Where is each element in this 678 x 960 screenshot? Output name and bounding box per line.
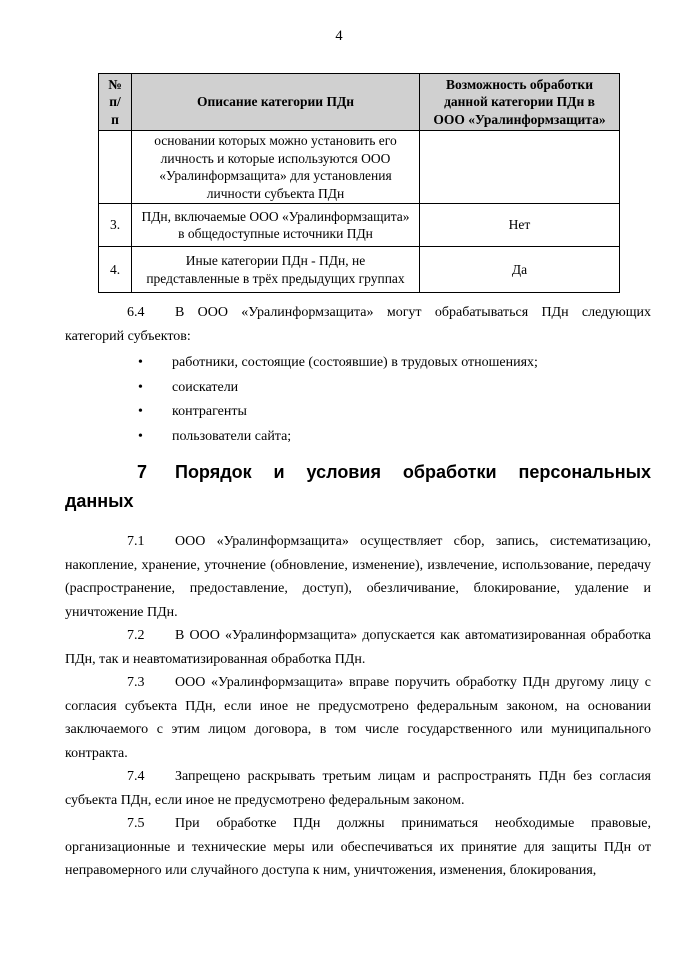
page-number: 4	[335, 28, 343, 44]
paragraph-number: 6.4	[127, 305, 145, 320]
heading-text: Порядок и условия обработки персональных данных	[65, 462, 651, 511]
paragraph-text: ООО «Уралинформзащита» вправе поручить обработку ПДн другому лицу с согласия субъекта ПДн, если иное не предусмотрено федеральным законом, на основании заключаемого с этим лицом договора, в том числе государственного или муниципального контракта.	[65, 675, 651, 761]
bullet-icon: •	[138, 379, 143, 395]
table-cell-num	[99, 131, 132, 204]
paragraph-7-1	[65, 530, 651, 624]
paragraph-text: ООО «Уралинформзащита» осуществляет сбор, запись, систематизацию, накопление, хранение, уточнение (обновление, изменение), извлечение, использование, передачу (распространение, предоставление, доступ), обезличивание, блокирование, удаление и уничтожение ПДн.	[65, 534, 651, 620]
bullet-icon: •	[138, 404, 143, 419]
bullet-icon: •	[138, 428, 143, 444]
paragraph-text: В ООО «Уралинформзащита» могут обрабатываться ПДн следующих категорий субъектов:	[65, 305, 651, 344]
list-item	[65, 425, 651, 450]
paragraph-6-4	[65, 301, 651, 348]
page-content	[0, 73, 651, 883]
list-item-text: работники, состоящие (состоявшие) в трудовых отношениях;	[172, 355, 538, 370]
list-item-text: пользователи сайта;	[172, 428, 292, 444]
table-cell-possibility: Нет	[420, 204, 620, 247]
table-cell-description: основании которых можно установить его личность и которые используются ООО «Уралинформзащита» для установления личности субъекта ПДн	[132, 131, 420, 204]
table-header-row	[99, 74, 620, 131]
subject-categories-list	[65, 351, 651, 449]
heading-number: 7	[137, 462, 148, 482]
paragraph-7-5	[65, 812, 651, 883]
table-row	[99, 131, 620, 204]
list-item	[65, 351, 651, 376]
paragraph-7-2	[65, 624, 651, 671]
table-cell-num: 4.	[99, 247, 132, 293]
header-cell-possibility: Возможность обработки данной категории ПДн в ООО «Уралинформзащита»	[420, 74, 620, 131]
header-cell-description: Описание категории ПДн	[132, 74, 420, 131]
list-item-text: соискатели	[172, 379, 239, 395]
table-row	[99, 204, 620, 247]
paragraph-number: 7.3	[127, 675, 145, 690]
paragraph-number: 7.4	[127, 769, 145, 784]
paragraph-number: 7.2	[127, 628, 145, 643]
paragraph-number: 7.5	[127, 816, 145, 831]
paragraph-7-3	[65, 671, 651, 765]
pdn-categories-table	[98, 73, 620, 293]
paragraph-number: 7.1	[127, 534, 145, 549]
paragraph-text: При обработке ПДн должны приниматься необходимые правовые, организационные и технические меры или обеспечиваться их принятие для защиты ПДн от неправомерного или случайного доступа к ним, уничтожения, изменения, блокирования,	[65, 816, 651, 878]
bullet-icon: •	[138, 355, 143, 370]
paragraph-7-4	[65, 765, 651, 812]
paragraph-text: Запрещено раскрывать третьим лицам и распространять ПДн без согласия субъекта ПДн, если иное не предусмотрено федеральным законом.	[65, 769, 651, 808]
list-item-text: контрагенты	[172, 404, 247, 419]
table-cell-description: Иные категории ПДн - ПДн, не представленные в трёх предыдущих группах	[132, 247, 420, 293]
header-cell-num: № п/п	[99, 74, 132, 131]
list-item	[65, 376, 651, 401]
table-cell-possibility	[420, 131, 620, 204]
table-cell-description: ПДн, включаемые ООО «Уралинформзащита» в общедоступные источники ПДн	[132, 204, 420, 247]
list-item	[65, 400, 651, 425]
table-row	[99, 247, 620, 293]
table-cell-num: 3.	[99, 204, 132, 247]
section-7-heading	[65, 458, 651, 516]
paragraph-text: В ООО «Уралинформзащита» допускается как автоматизированная обработка ПДн, так и неавтоматизированная обработка ПДн.	[65, 628, 651, 667]
table-cell-possibility: Да	[420, 247, 620, 293]
